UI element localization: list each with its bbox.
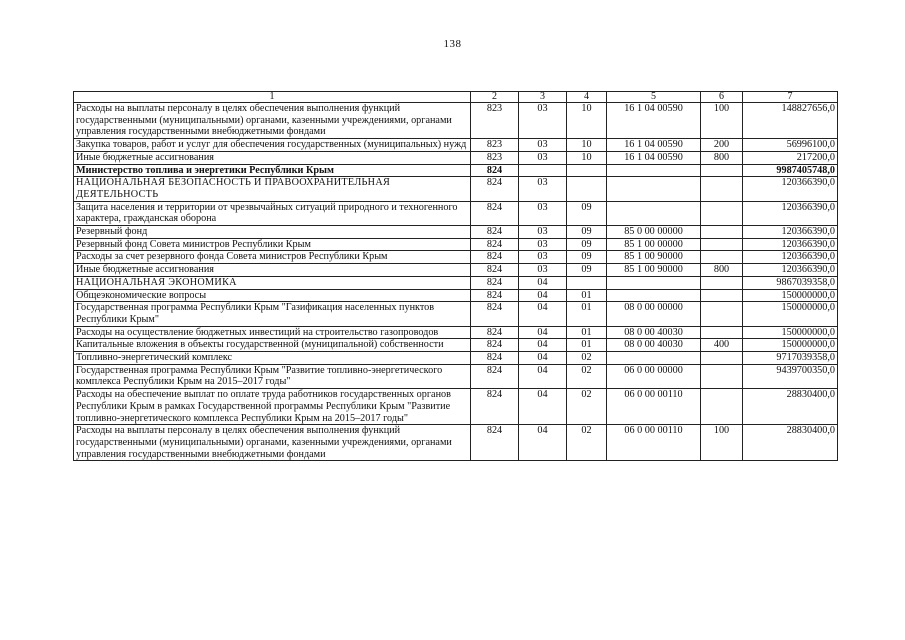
row-amount-cell: 120366390,0 <box>743 251 838 264</box>
header-cell: 1 <box>74 92 471 103</box>
header-cell: 3 <box>519 92 567 103</box>
row-expense-type-cell <box>701 389 743 425</box>
row-expense-type-cell <box>701 276 743 289</box>
row-code-cell: 824 <box>471 201 519 225</box>
row-target-cell <box>607 177 701 201</box>
row-subsection-cell <box>567 164 607 177</box>
row-target-cell <box>607 164 701 177</box>
row-name-cell: Министерство топлива и энергетики Республики Крым <box>74 164 471 177</box>
row-target-cell: 06 0 00 00000 <box>607 364 701 388</box>
row-code-cell: 823 <box>471 103 519 139</box>
row-code-cell: 824 <box>471 339 519 352</box>
row-amount-cell: 9987405748,0 <box>743 164 838 177</box>
row-target-cell: 85 1 00 00000 <box>607 238 701 251</box>
row-name-cell: Капитальные вложения в объекты государственной (муниципальной) собственности <box>74 339 471 352</box>
row-subsection-cell: 09 <box>567 264 607 277</box>
header-cell: 4 <box>567 92 607 103</box>
header-cell: 5 <box>607 92 701 103</box>
table-row <box>74 238 838 251</box>
row-target-cell: 08 0 00 40030 <box>607 339 701 352</box>
row-amount-cell: 148827656,0 <box>743 103 838 139</box>
table-row <box>74 326 838 339</box>
table-row <box>74 389 838 425</box>
row-section-cell: 03 <box>519 139 567 152</box>
row-amount-cell: 120366390,0 <box>743 201 838 225</box>
table-row <box>74 151 838 164</box>
row-name-cell: Государственная программа Республики Крым "Газификация населенных пунктов Республики Крым" <box>74 302 471 326</box>
table-row <box>74 139 838 152</box>
row-target-cell: 06 0 00 00110 <box>607 425 701 461</box>
row-subsection-cell: 09 <box>567 251 607 264</box>
row-subsection-cell: 01 <box>567 339 607 352</box>
row-subsection-cell: 10 <box>567 103 607 139</box>
row-expense-type-cell <box>701 251 743 264</box>
row-name-cell: Расходы на выплаты персоналу в целях обеспечения выполнения функций государственными (муниципальными) органами, казенными учреждениями, органами управления государственными внебюджетными фондами <box>74 103 471 139</box>
row-subsection-cell: 09 <box>567 201 607 225</box>
row-target-cell <box>607 201 701 225</box>
table-row <box>74 251 838 264</box>
row-expense-type-cell: 100 <box>701 425 743 461</box>
row-name-cell: Резервный фонд Совета министров Республики Крым <box>74 238 471 251</box>
row-subsection-cell: 01 <box>567 302 607 326</box>
row-expense-type-cell: 800 <box>701 151 743 164</box>
row-name-cell: НАЦИОНАЛЬНАЯ ЭКОНОМИКА <box>74 276 471 289</box>
row-subsection-cell: 01 <box>567 289 607 302</box>
row-target-cell: 16 1 04 00590 <box>607 139 701 152</box>
row-amount-cell: 120366390,0 <box>743 264 838 277</box>
page-number: 138 <box>443 38 462 50</box>
row-amount-cell: 120366390,0 <box>743 238 838 251</box>
row-section-cell: 03 <box>519 226 567 239</box>
row-section-cell <box>519 164 567 177</box>
row-amount-cell: 120366390,0 <box>743 177 838 201</box>
row-amount-cell: 9439700350,0 <box>743 364 838 388</box>
row-name-cell: Общеэкономические вопросы <box>74 289 471 302</box>
row-name-cell: Расходы на выплаты персоналу в целях обеспечения выполнения функций государственными (муниципальными) органами, казенными учреждениями, органами управления государственными внебюджетными фондами <box>74 425 471 461</box>
row-section-cell: 03 <box>519 238 567 251</box>
table-row <box>74 226 838 239</box>
row-target-cell: 85 1 00 90000 <box>607 251 701 264</box>
row-target-cell <box>607 289 701 302</box>
row-target-cell: 85 0 00 00000 <box>607 226 701 239</box>
row-name-cell: Расходы за счет резервного фонда Совета министров Республики Крым <box>74 251 471 264</box>
row-expense-type-cell <box>701 226 743 239</box>
row-section-cell: 04 <box>519 276 567 289</box>
row-subsection-cell: 02 <box>567 352 607 365</box>
table-row <box>74 276 838 289</box>
row-section-cell: 04 <box>519 425 567 461</box>
row-section-cell: 04 <box>519 352 567 365</box>
row-amount-cell: 150000000,0 <box>743 302 838 326</box>
row-target-cell: 16 1 04 00590 <box>607 103 701 139</box>
row-code-cell: 823 <box>471 151 519 164</box>
row-amount-cell: 9867039358,0 <box>743 276 838 289</box>
row-section-cell: 03 <box>519 201 567 225</box>
row-expense-type-cell <box>701 352 743 365</box>
row-code-cell: 824 <box>471 251 519 264</box>
row-name-cell: Топливно-энергетический комплекс <box>74 352 471 365</box>
row-expense-type-cell: 100 <box>701 103 743 139</box>
row-code-cell: 824 <box>471 264 519 277</box>
row-code-cell: 824 <box>471 425 519 461</box>
row-target-cell: 16 1 04 00590 <box>607 151 701 164</box>
row-expense-type-cell <box>701 302 743 326</box>
row-code-cell: 824 <box>471 352 519 365</box>
budget-table <box>73 91 838 461</box>
header-row <box>74 92 838 103</box>
row-target-cell: 06 0 00 00110 <box>607 389 701 425</box>
row-code-cell: 824 <box>471 364 519 388</box>
row-expense-type-cell <box>701 326 743 339</box>
row-subsection-cell: 02 <box>567 389 607 425</box>
row-code-cell: 824 <box>471 238 519 251</box>
row-subsection-cell: 02 <box>567 425 607 461</box>
row-amount-cell: 150000000,0 <box>743 289 838 302</box>
row-name-cell: Резервный фонд <box>74 226 471 239</box>
row-expense-type-cell: 200 <box>701 139 743 152</box>
row-target-cell: 08 0 00 40030 <box>607 326 701 339</box>
header-cell: 7 <box>743 92 838 103</box>
row-name-cell: Закупка товаров, работ и услуг для обеспечения государственных (муниципальных) нужд <box>74 139 471 152</box>
row-name-cell: Расходы на обеспечение выплат по оплате труда работников государственных органов Республики Крым в рамках Государственной программы Республики Крым "Развитие топливно-энергетического комплекса Республики Крым на 2015–2017 годы" <box>74 389 471 425</box>
row-code-cell: 824 <box>471 302 519 326</box>
row-subsection-cell: 10 <box>567 151 607 164</box>
row-amount-cell: 28830400,0 <box>743 425 838 461</box>
row-subsection-cell: 10 <box>567 139 607 152</box>
table-row <box>74 264 838 277</box>
row-expense-type-cell: 400 <box>701 339 743 352</box>
row-amount-cell: 150000000,0 <box>743 326 838 339</box>
row-amount-cell: 150000000,0 <box>743 339 838 352</box>
row-amount-cell: 28830400,0 <box>743 389 838 425</box>
row-code-cell: 824 <box>471 164 519 177</box>
row-target-cell <box>607 276 701 289</box>
row-code-cell: 824 <box>471 326 519 339</box>
row-section-cell: 04 <box>519 302 567 326</box>
row-name-cell: НАЦИОНАЛЬНАЯ БЕЗОПАСНОСТЬ И ПРАВООХРАНИТЕЛЬНАЯ ДЕЯТЕЛЬНОСТЬ <box>74 177 471 201</box>
row-expense-type-cell <box>701 364 743 388</box>
table-row <box>74 364 838 388</box>
row-section-cell: 04 <box>519 389 567 425</box>
row-section-cell: 03 <box>519 103 567 139</box>
row-code-cell: 824 <box>471 289 519 302</box>
row-name-cell: Расходы на осуществление бюджетных инвестиций на строительство газопроводов <box>74 326 471 339</box>
row-section-cell: 03 <box>519 251 567 264</box>
row-subsection-cell <box>567 276 607 289</box>
table-row <box>74 201 838 225</box>
row-amount-cell: 9717039358,0 <box>743 352 838 365</box>
row-name-cell: Защита населения и территории от чрезвычайных ситуаций природного и техногенного характера, гражданская оборона <box>74 201 471 225</box>
row-section-cell: 03 <box>519 264 567 277</box>
row-section-cell: 04 <box>519 339 567 352</box>
table-row <box>74 425 838 461</box>
row-target-cell: 08 0 00 00000 <box>607 302 701 326</box>
row-subsection-cell: 02 <box>567 364 607 388</box>
row-subsection-cell: 09 <box>567 238 607 251</box>
row-code-cell: 824 <box>471 276 519 289</box>
row-amount-cell: 217200,0 <box>743 151 838 164</box>
row-expense-type-cell <box>701 289 743 302</box>
row-expense-type-cell: 800 <box>701 264 743 277</box>
header-cell: 2 <box>471 92 519 103</box>
table-row <box>74 339 838 352</box>
row-name-cell: Государственная программа Республики Крым "Развитие топливно-энергетического комплекса Республики Крым на 2015–2017 годы" <box>74 364 471 388</box>
row-code-cell: 824 <box>471 177 519 201</box>
row-target-cell: 85 1 00 90000 <box>607 264 701 277</box>
row-section-cell: 04 <box>519 326 567 339</box>
table-row <box>74 302 838 326</box>
table-row <box>74 352 838 365</box>
row-subsection-cell <box>567 177 607 201</box>
row-section-cell: 04 <box>519 289 567 302</box>
row-section-cell: 03 <box>519 151 567 164</box>
row-expense-type-cell <box>701 177 743 201</box>
row-expense-type-cell <box>701 201 743 225</box>
table-row <box>74 289 838 302</box>
row-code-cell: 824 <box>471 389 519 425</box>
row-expense-type-cell <box>701 164 743 177</box>
row-name-cell: Иные бюджетные ассигнования <box>74 151 471 164</box>
row-code-cell: 823 <box>471 139 519 152</box>
table-row <box>74 103 838 139</box>
header-cell: 6 <box>701 92 743 103</box>
table-row <box>74 164 838 177</box>
table-row <box>74 177 838 201</box>
row-expense-type-cell <box>701 238 743 251</box>
row-target-cell <box>607 352 701 365</box>
row-amount-cell: 56996100,0 <box>743 139 838 152</box>
row-section-cell: 04 <box>519 364 567 388</box>
row-section-cell: 03 <box>519 177 567 201</box>
row-amount-cell: 120366390,0 <box>743 226 838 239</box>
row-name-cell: Иные бюджетные ассигнования <box>74 264 471 277</box>
row-code-cell: 824 <box>471 226 519 239</box>
row-subsection-cell: 09 <box>567 226 607 239</box>
row-subsection-cell: 01 <box>567 326 607 339</box>
